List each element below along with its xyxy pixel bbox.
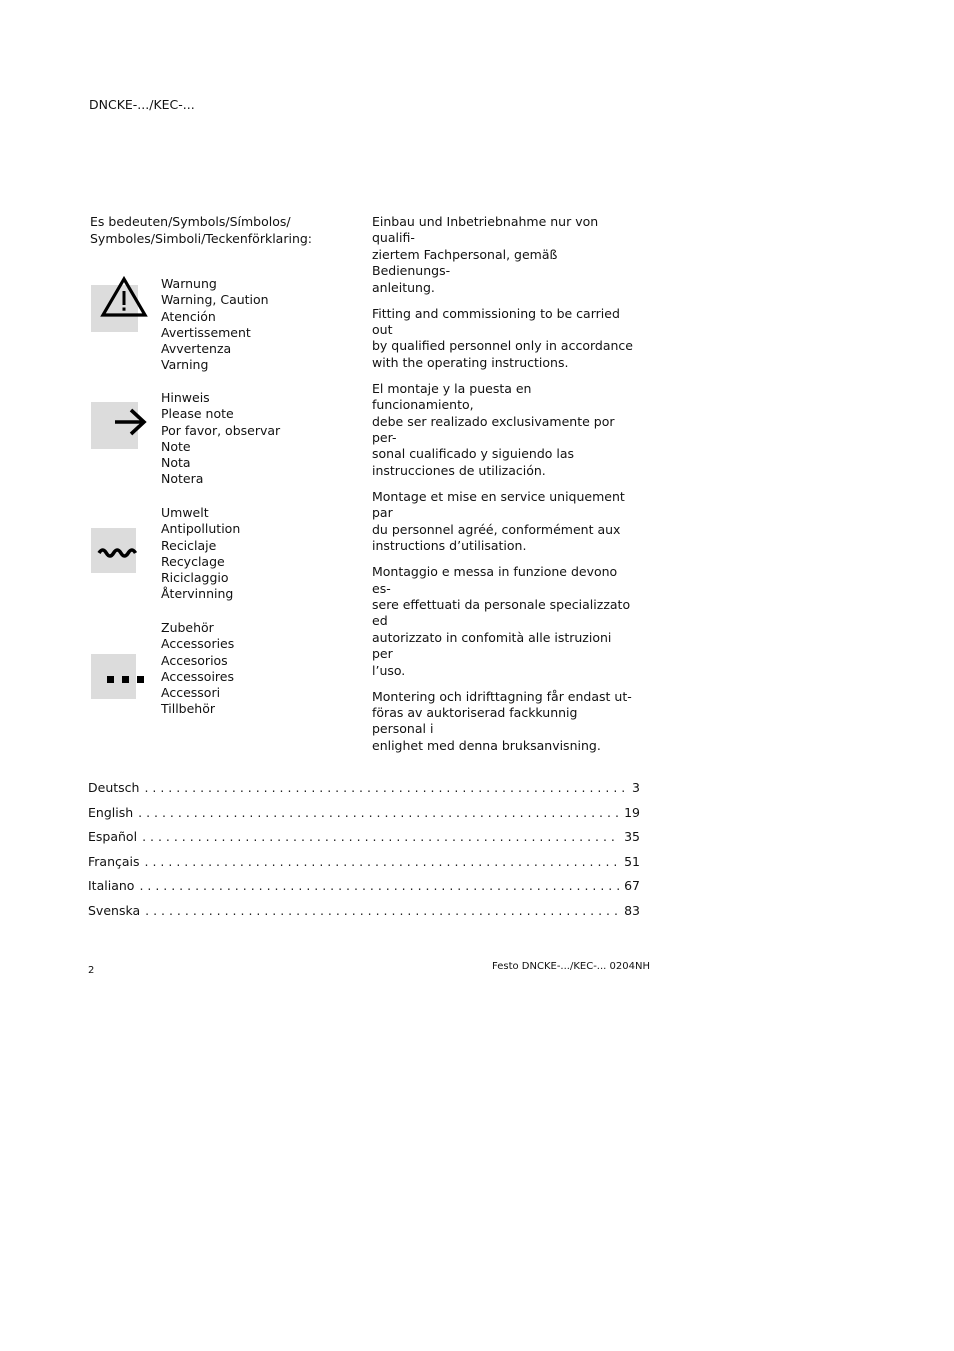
toc-label: Svenska — [88, 902, 141, 918]
notice-french: Montage et mise en service uniquement par du personnel agréé, conformément aux instructions d’utilisation. — [372, 488, 625, 554]
legend-label: Reciclaje — [161, 537, 217, 553]
toc-row-svenska[interactable] — [88, 903, 640, 928]
toc-page-number: 19 — [624, 804, 640, 820]
legend-heading-line: Symboles/Simboli/Teckenförklaring: — [90, 230, 313, 246]
legend-label: Accessories — [161, 636, 235, 652]
note-symbol-box — [91, 402, 138, 449]
toc-leader-dots — [139, 878, 619, 893]
legend-label: Accessoires — [161, 668, 234, 684]
footer-page-number: 2 — [88, 965, 95, 976]
footer-document-reference: Festo DNCKE-.../KEC-... 0204NH — [492, 961, 650, 972]
warning-labels — [161, 276, 269, 374]
environment-labels — [161, 505, 240, 603]
document-title: DNCKE-.../KEC-... — [89, 97, 195, 112]
legend-label: Tillbehör — [161, 701, 216, 717]
table-of-contents — [88, 780, 640, 928]
toc-leader-dots — [145, 854, 620, 869]
toc-label: Deutsch — [88, 780, 140, 795]
legend-label: Warnung — [161, 276, 217, 291]
toc-label: Español — [88, 829, 138, 845]
toc-page-number: 3 — [632, 780, 640, 795]
toc-label: English — [88, 804, 134, 820]
legend-label: Atención — [161, 308, 216, 324]
notice-german: Einbau und Inbetriebnahme nur von qualifi- ziertem Fachpersonal, gemäß Bedienungs- anleitung. — [372, 214, 599, 295]
legend-label: Antipollution — [161, 521, 241, 537]
legend-label: Note — [161, 438, 191, 454]
legend-label: Zubehör — [161, 620, 214, 635]
toc-leader-dots — [142, 829, 619, 844]
toc-row-deutsch[interactable] — [88, 780, 640, 805]
legend-label: Accessori — [161, 685, 221, 701]
legend-label: Återvinning — [161, 586, 234, 602]
legend-heading-line: Es bedeuten/Symbols/Símbolos/ — [90, 214, 291, 229]
accessories-symbol-box — [91, 654, 136, 699]
toc-page-number: 35 — [624, 829, 640, 845]
toc-label: Italiano — [88, 878, 135, 894]
notice-italian: Montaggio e messa in funzione devono es- sere effettuati da personale specializzato ed autorizzato in confomità alle istruzioni per l’uso. — [372, 564, 631, 678]
legend-label: Warning, Caution — [161, 292, 269, 308]
toc-leader-dots — [138, 805, 619, 820]
legend-label: Por favor, observar — [161, 422, 281, 438]
recycling-wave-icon — [91, 528, 136, 573]
toc-page-number: 83 — [624, 902, 640, 918]
legend-label: Notera — [161, 471, 204, 487]
toc-row-english[interactable] — [88, 805, 640, 830]
legend-heading — [90, 214, 350, 247]
note-labels — [161, 390, 280, 488]
toc-label: Français — [88, 853, 140, 869]
accessories-labels — [161, 620, 234, 718]
toc-leader-dots — [145, 903, 619, 918]
toc-row-espanol[interactable] — [88, 829, 640, 854]
legend-label: Avertissement — [161, 324, 251, 340]
legend-label: Riciclaggio — [161, 570, 229, 586]
legend-label: Please note — [161, 406, 234, 422]
notice-swedish: Montering och idrifttagning får endast ut- föras av auktoriserad fackkunnig personal i enlighet med denna bruksanvisning. — [372, 688, 632, 753]
arrow-right-icon — [91, 402, 138, 449]
toc-row-francais[interactable] — [88, 854, 640, 879]
legend-label: Varning — [161, 357, 209, 373]
warning-triangle-icon — [91, 285, 138, 332]
legend-label: Accesorios — [161, 652, 228, 668]
legend-label: Avvertenza — [161, 341, 232, 357]
notice-spanish: El montaje y la puesta en funcionamiento, debe ser realizado exclusivamente por per- sonal cualificado y siguiendo las instrucciones de utilización. — [372, 380, 615, 478]
toc-leader-dots — [144, 780, 627, 795]
toc-page-number: 51 — [624, 853, 640, 869]
environment-symbol-box — [91, 528, 136, 573]
safety-notices — [372, 214, 634, 764]
toc-page-number: 67 — [624, 878, 640, 894]
legend-label: Nota — [161, 455, 191, 471]
legend-label: Umwelt — [161, 505, 209, 520]
warning-symbol-box — [91, 285, 138, 332]
toc-row-italiano[interactable] — [88, 878, 640, 903]
notice-english: Fitting and commissioning to be carried out by qualified personnel only in accordance with the operating instructions. — [372, 305, 633, 370]
legend-label: Hinweis — [161, 390, 210, 405]
legend-label: Recyclage — [161, 553, 225, 569]
accessories-dots-icon — [91, 654, 136, 699]
